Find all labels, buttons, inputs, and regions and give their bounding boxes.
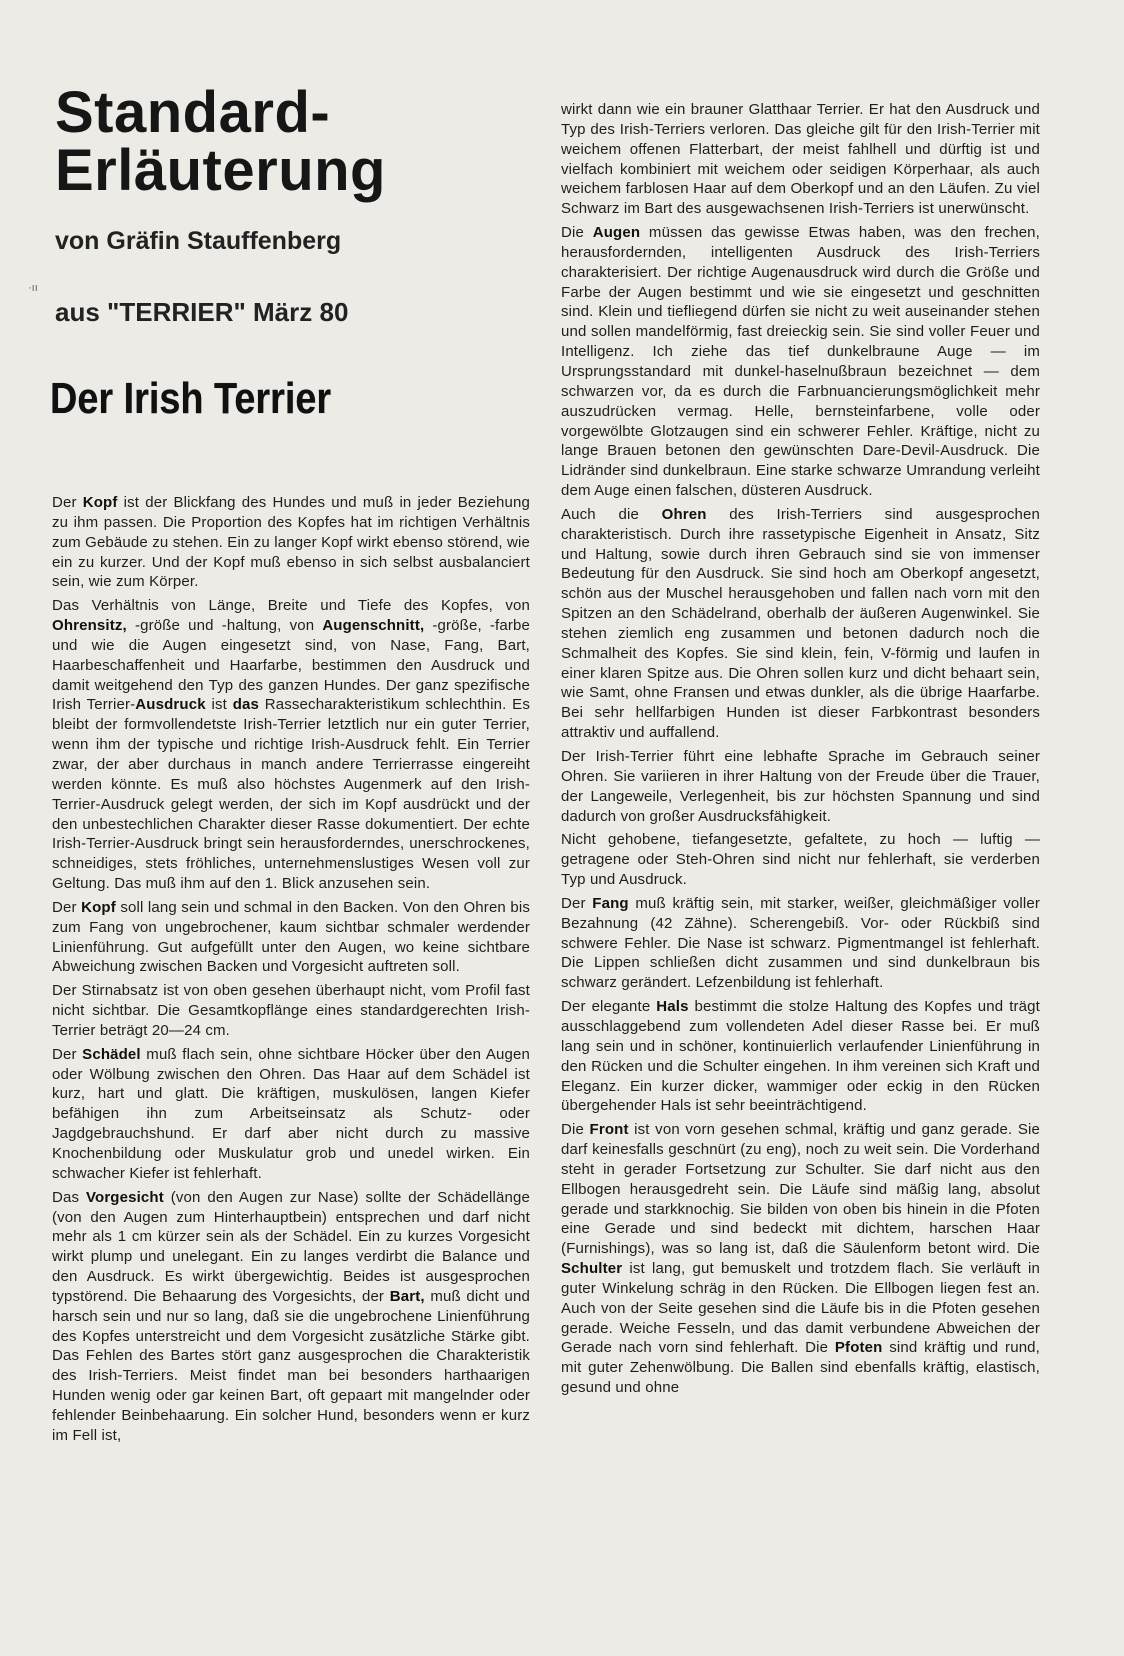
paragraph: Das Vorgesicht (von den Augen zur Nase) sollte der Schädellänge (von den Augen zum Hinterhauptbein) entsprechen und darf nicht mehr als 1 cm kürzer sein als der Schädel. Ein zu kurzes Vorgesicht wirkt plump und unelegant. Ein zu langes verdirbt die Balance und den Ausdruck. Es wirkt übergewichtig. Beides ist ausgesprochen typstörend. Die Behaarung des Vorgesichts, der Bart, muß dicht und harsch sein und nur so lang, daß sie die ungebrochene Linienführung des Kopfes unterstreicht und dem Vorgesicht zusätzliche Stärke gibt. Das Fehlen des Bartes stört ganz ausgesprochen die Charakteristik des Irish-Terriers. Meist findet man bei besonders harthaarigen Hunden wenig oder gar keinen Bart, oft gepaart mit mangelnder oder fehlender Beinbehaarung. Ein solcher Hund, besonders wenn er kurz im Fell ist, [52,1188,530,1444]
paragraph: Auch die Ohren des Irish-Terriers sind ausgesprochen charakteristisch. Durch ihre rassetypische Eigenheit in Ansatz, Sitz und Haltung, sowie durch ihren Gebrauch sind sie von immenser Bedeutung für den Ausdruck. Sie sind hoch am Oberkopf angesetzt, schön aus der Muschel herausgehoben und fallen nach vorn mit den Spitzen an den Schädelrand, oberhalb der äußeren Augenwinkel. Sie stehen ziemlich eng zusammen und betonen dadurch noch die Schmalheit des Kopfes. Sie sind klein, fein, V-förmig und laufen in einer klaren Spitze aus. Die Ohren sollen kurz und dicht behaart sein, wie Samt, ohne Fransen und etwas dunkler, als die übrige Haarfarbe. Bei sehr hellfarbigen Hunden ist dieser Farbkontrast besonders attraktiv und auffallend. [561,505,1040,742]
paragraph: Der Schädel muß flach sein, ohne sichtbare Höcker über den Augen oder Wölbung zwischen den Ohren. Das Haar auf dem Schädel ist kurz, hart und glatt. Die kräftigen, muskulösen, langen Kiefer befähigen ihn zum Arbeitseinsatz als Schutz- oder Jagdgebrauchshund. Er darf aber nicht durch zu massive Knochenbildung oder Muskulatur grob und unedel wirken. Ein schwacher Kiefer ist fehlerhaft. [52,1045,530,1182]
article-title: Der Irish Terrier [50,374,332,423]
source-line: aus "TERRIER" März 80 [55,297,349,327]
byline: von Gräfin Stauffenberg [55,227,342,255]
paragraph: wirkt dann wie ein brauner Glatthaar Terrier. Er hat den Ausdruck und Typ des Irish-Terriers verloren. Das gleiche gilt für den Irish-Terrier mit weichem offenen Flatterbart, der meist fahlhell und dürftig ist und vielfach kombiniert mit weichem oder seidigen Körperhaar, als auch weichem farblosen Haar auf dem Oberkopf und an den Läufen. Zu viel Schwarz im Bart des ausgewachsenen Irish-Terriers ist unerwünscht. [561,101,1040,218]
paragraph: Die Augen müssen das gewisse Etwas haben, was den frechen, herausfordernden, intelligenten Ausdruck des Irish-Terriers charakterisiert. Der richtige Augenausdruck wird durch die Größe und Farbe der Augen bestimmt und wie sie eingesetzt und geschnitten sind. Klein und tiefliegend dürfen sie nicht zu weit auseinander stehen und sollen mandelförmig, fast dreieckig sein. Sie sind voller Feuer und Intelligenz. Ich ziehe das tief dunkelbraune Auge — im Ursprungsstandard mit dunkel-haselnußbraun bezeichnet — dem schwarzen vor, da es durch die Farbnuancierungsmöglichkeit mehr auszudrücken vermag. Helle, bernsteinfarbene, volle oder vorgewölbte Glotzaugen sind ein schwerer Fehler. Kräftige, nicht zu lange Brauen betonen den gewünschten Dare-Devil-Ausdruck. Die Lidränder sind dunkelbraun. Eine starke schwarze Umrandung verleiht dem Auge einen falschen, düsteren Ausdruck. [561,224,1040,500]
title-line-1: Standard- [55,80,331,145]
paragraph: Das Verhältnis von Länge, Breite und Tiefe des Kopfes, von Ohrensitz, -größe und -haltung, von Augenschnitt, -größe, -farbe und wie die Augen eingesetzt sind, von Nase, Fang, Bart, Haarbeschaffenheit und Haarfarbe, bestimmen den Ausdruck und damit weitgehend den Typ des ganzen Hundes. Der ganz spezifische Irish Terrier-Ausdruck ist das Rassecharakteristikum schlechthin. Es bleibt der formvollendetste Irish-Terrier letztlich nur ein guter Terrier, wenn ihm der typische und richtige Irish-Ausdruck fehlt. Ein Terrier zwar, der aber durchaus in manch andere Terrierrasse eingereiht werden könnte. Es muß also höchstes Augenmerk auf den Irish-Terrier-Ausdruck gelegt werden, der sich im Kopf ausdrückt und der den unbestechlichen Charakter dieser Rasse dokumentiert. Der echte Irish-Terrier-Ausdruck bringt sein herausforderndes, unerschrockenes, schneidiges, stets fröhliches, unternehmenslustiges Wesen voll zur Geltung. Das muß ihm auf den 1. Blick anzusehen sein. [52,597,530,893]
scan-mark: ·ıı [28,282,38,294]
right-column [561,100,1040,1402]
title-line-2: Erläuterung [55,138,386,203]
main-title [55,80,386,203]
paragraph: Der Fang muß kräftig sein, mit starker, weißer, gleichmäßiger voller Bezahnung (42 Zähne). Scherengebiß. Vor- oder Rückbiß sind schwere Fehler. Die Nase ist schwarz. Pigmentmangel ist fehlerhaft. Die Lippen schließen dicht zusammen und sind dunkelbraun bis schwarz gerändert. Lefzenbildung ist fehlerhaft. [561,894,1040,992]
paragraph: Der elegante Hals bestimmt die stolze Haltung des Kopfes und trägt ausschlaggebend zum vollendeten Adel dieser Rasse bei. Er muß lang sein und in schöner, kontinuierlich verlaufender Linienführung in den Rücken und die Schulter eingehen. In ihm vereinen sich Kraft und Eleganz. Ein kurzer dicker, wammiger oder eckig in den Rücken übergehender Hals ist sehr beeinträchtigend. [561,998,1040,1115]
paragraph: Der Kopf ist der Blickfang des Hundes und muß in jeder Beziehung zu ihm passen. Die Proportion des Kopfes hat im richtigen Verhältnis zum Gebäude zu stehen. Ein zu langer Kopf wirkt ebenso störend, wie ein zu kurzer. Und der Kopf muß ebenso in sich selbst ausbalanciert sein, wie zum Körper. [52,494,531,591]
paragraph: Nicht gehobene, tiefangesetzte, gefaltete, zu hoch — luftig — getragene oder Steh-Ohren sind nicht nur fehlerhaft, sie verderben Typ und Ausdruck. [561,831,1040,889]
paragraph: Der Stirnabsatz ist von oben gesehen überhaupt nicht, vom Profil fast nicht sichtbar. Die Gesamtkopflänge eines standardgerechten Irish-Terrier beträgt 20—24 cm. [52,982,530,1039]
left-column [52,493,530,1450]
paragraph: Der Irish-Terrier führt eine lebhafte Sprache im Gebrauch seiner Ohren. Sie variieren in ihrer Haltung von der Freude über die Trauer, der Langeweile, Verlegenheit, bis zur höchsten Spannung und sind dadurch von großer Ausdrucksfähigkeit. [561,748,1040,825]
paragraph: Die Front ist von vorn gesehen schmal, kräftig und ganz gerade. Sie darf keinesfalls geschnürt (zu eng), noch zu weit sein. Die Vorderhand steht in gerader Fortsetzung zur Schulter. Sie darf nicht aus den Ellbogen herausgedreht sein. Die Läufe sind mäßig lang, absolut gerade und starkknochig. Sie bilden von oben bis hinein in die Pfoten eine Gerade und sind bedeckt mit dichtem, harschen Haar (Furnishings), was so lang ist, daß die Säulenform betont wird. Die Schulter ist lang, gut bemuskelt und trotzdem flach. Sie verläuft in guter Winkelung schräg in den Rücken. Die Ellbogen liegen fest an. Auch von der Seite gesehen sind die Läufe bis in die Pfoten gesehen gerade. Weiche Fesseln, und das damit verbundene Abweichen der Gerade nach vorn sind fehlerhaft. Die Pfoten sind kräftig und rund, mit guter Zehenwölbung. Die Ballen sind ebenfalls kräftig, elastisch, gesund und ohne [561,1121,1040,1397]
paragraph: Der Kopf soll lang sein und schmal in den Backen. Von den Ohren bis zum Fang von ungebrochener, kaum sichtbar schmaler werdender Linienführung. Gut aufgefüllt unter den Augen, wo keine sichtbare Abweichung zwischen Backen und Vorgesicht auftreten soll. [52,898,531,976]
